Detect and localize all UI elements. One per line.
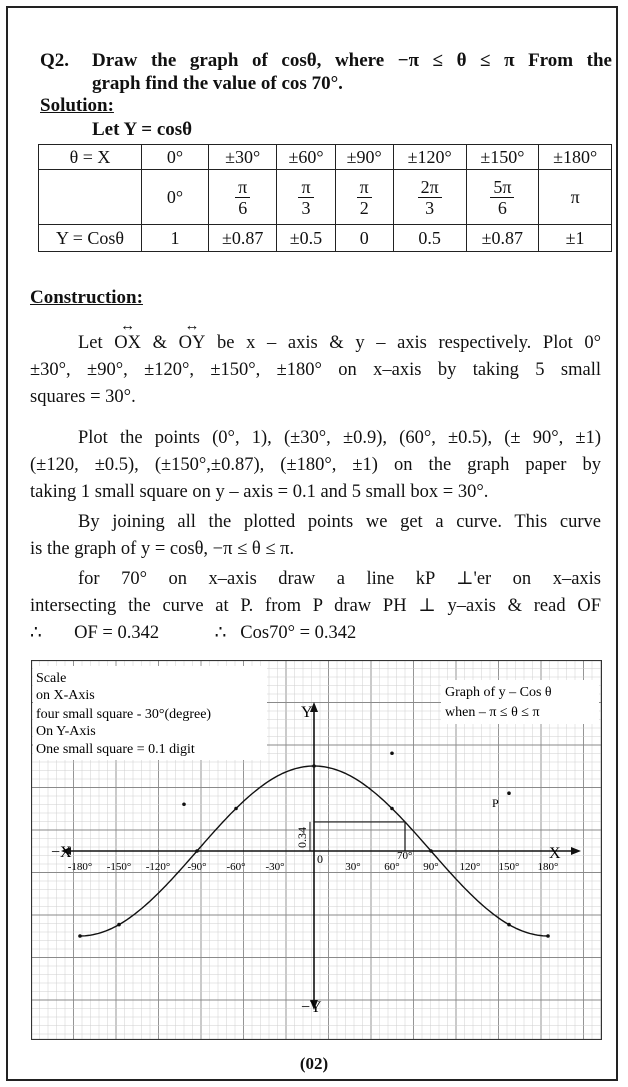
plot-point (78, 934, 82, 938)
table-cell: ±0.5 (277, 225, 335, 252)
question-text-1: Draw the graph of cosθ, where −π ≤ θ ≤ π From the (92, 50, 612, 71)
text-line: ±30°, ±90°, ±120°, ±150°, ±180° on x–axis by taking 5 small (30, 360, 601, 380)
solution-heading: Solution: (40, 95, 114, 116)
x-tick-label: 30° (345, 861, 361, 873)
plot-point (507, 791, 511, 795)
denominator: 2 (359, 197, 369, 218)
x-tick-label: 90° (423, 861, 439, 873)
denominator: 6 (238, 197, 248, 218)
scale-line: Scale (36, 671, 67, 686)
table-row (39, 145, 612, 170)
text-line: By joining all the plotted points we get a curve. This curve (78, 512, 601, 532)
plot-point (195, 849, 199, 853)
table-cell: ±0.87 (209, 225, 277, 252)
plot-point (234, 807, 238, 811)
fraction (235, 177, 250, 218)
fraction (490, 177, 514, 218)
table-cell: 0 (335, 225, 393, 252)
x-axis-label: X (549, 845, 561, 862)
fraction (298, 177, 313, 218)
paragraph-axes (30, 330, 601, 411)
numerator: 2π (418, 177, 442, 198)
scale-line: One small square = 0.1 digit (36, 742, 195, 757)
denominator: 3 (301, 197, 311, 218)
table-cell: 1 (142, 225, 209, 252)
text-line: (±120, ±0.5), (±150°,±0.87), (±180°, ±1) on the graph paper by (30, 455, 601, 475)
paragraph-70 (30, 566, 601, 620)
graph-subtitle: when – π ≤ θ ≤ π (445, 705, 540, 720)
x-tick-label: 150° (498, 861, 520, 873)
plot-point (117, 923, 121, 927)
x-70-label: 70° (397, 850, 413, 862)
numerator: 5π (490, 177, 514, 198)
text-line: is the graph of y = cosθ, −π ≤ θ ≤ π. (30, 539, 295, 559)
table-cell: ±180° (539, 145, 612, 170)
x-tick-label: -180° (67, 861, 93, 873)
vector-oy: ↔ OY (179, 330, 206, 357)
table-cell (277, 170, 335, 225)
plot-point (429, 849, 433, 853)
text-line: intersecting the curve at P. from P draw PH ⊥ y–axis & read OF (30, 596, 601, 616)
graph-title: Graph of y – Cos θ (445, 685, 552, 700)
table-cell: Y = Cosθ (39, 225, 142, 252)
cosine-graph (31, 660, 602, 1040)
text-line: Plot the points (0°, 1), (±30°, ±0.9), (60°, ±0.5), (± 90°, ±1) (78, 428, 601, 448)
neg-y-axis-label: −Y (301, 999, 322, 1016)
scale-line: On Y-Axis (36, 724, 96, 739)
table-cell: π (539, 170, 612, 225)
numerator: π (357, 177, 372, 198)
plot-point (546, 934, 550, 938)
text-line: squares = 30°. (30, 387, 136, 407)
values-table (38, 144, 612, 252)
table-cell: 0° (142, 170, 209, 225)
question-number: Q2. (40, 50, 70, 71)
table-cell: ±1 (539, 225, 612, 252)
text-line (30, 620, 601, 647)
x-tick-label: 60° (384, 861, 400, 873)
plot-point (390, 751, 394, 755)
text-segment: Let (78, 333, 115, 353)
page-number: (02) (299, 1054, 329, 1073)
x-tick-label: -30° (265, 861, 285, 873)
x-tick-label: 180° (537, 861, 559, 873)
table-cell: 0.5 (393, 225, 466, 252)
table-cell (466, 170, 539, 225)
x-tick-label: -60° (226, 861, 246, 873)
graph-paper (31, 660, 602, 1040)
table-cell (39, 170, 142, 225)
result-of: OF = 0.342 (74, 623, 160, 643)
x-tick-label: -120° (145, 861, 171, 873)
therefore-symbol: ∴ (30, 623, 42, 643)
origin-label: 0 (317, 852, 323, 866)
vector-ox: ↔ OX (114, 330, 141, 357)
scale-line: four small square - 30°(degree) (36, 707, 212, 722)
x-tick-label: 120° (459, 861, 481, 873)
table-cell: ±0.87 (466, 225, 539, 252)
table-cell (335, 170, 393, 225)
x-tick-label: -90° (187, 861, 207, 873)
result-line (30, 620, 601, 647)
numerator: π (298, 177, 313, 198)
table-cell: ±150° (466, 145, 539, 170)
y-axis-label: Y (301, 704, 313, 721)
plot-point (390, 807, 394, 811)
paragraph-join (30, 509, 601, 563)
numerator: π (235, 177, 250, 198)
fraction (357, 177, 372, 218)
table-row (39, 225, 612, 252)
text-line: taking 1 small square on y – axis = 0.1 and 5 small box = 30°. (30, 482, 489, 502)
table-cell: 0° (142, 145, 209, 170)
plot-point (312, 764, 316, 768)
x-tick-label: -150° (106, 861, 132, 873)
table-cell (209, 170, 277, 225)
denominator: 3 (425, 197, 435, 218)
table-cell: θ = X (39, 145, 142, 170)
denominator: 6 (497, 197, 507, 218)
table-cell: ±60° (277, 145, 335, 170)
table-cell (393, 170, 466, 225)
result-cos: Cos70° = 0.342 (240, 623, 357, 643)
paragraph-plot (30, 425, 601, 506)
table-cell: ±30° (209, 145, 277, 170)
let-line: Let Y = cosθ (92, 119, 193, 140)
therefore-symbol: ∴ (214, 623, 227, 643)
table-cell: ±120° (393, 145, 466, 170)
x-arrow-icon (571, 847, 581, 855)
neg-x-axis-label: −X (51, 844, 72, 861)
text-line (30, 330, 601, 357)
plot-point (182, 802, 186, 806)
construction-heading: Construction: (30, 287, 143, 308)
text-segment: be x – axis & y – axis respectively. Plot 0° (205, 333, 602, 353)
scale-line: on X-Axis (36, 688, 95, 703)
text-segment: & (141, 333, 179, 353)
point-p-label: P (492, 796, 499, 810)
of-value-label: 0.34 (295, 827, 309, 848)
plot-point (507, 923, 511, 927)
fraction (418, 177, 442, 218)
question-text-2: graph find the value of cos 70°. (92, 73, 343, 94)
text-line: for 70° on x–axis draw a line kP ⊥'er on x–axis (78, 569, 601, 589)
table-cell: ±90° (335, 145, 393, 170)
table-row (39, 170, 612, 225)
